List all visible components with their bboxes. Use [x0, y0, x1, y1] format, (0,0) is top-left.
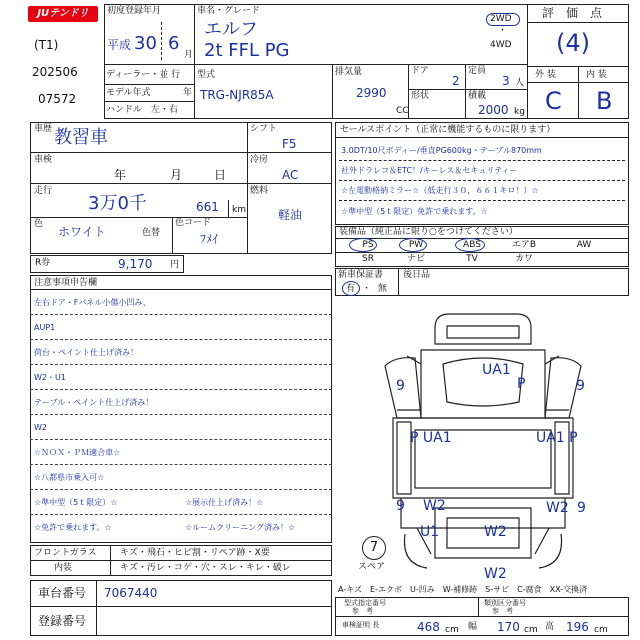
damage-mark: 9: [577, 500, 586, 516]
model-year-label: モデル年式: [106, 88, 151, 98]
length-unit: cm: [445, 625, 459, 635]
damage-mark: 9: [396, 378, 405, 394]
ticket-frame: [30, 255, 184, 273]
shape-label: 形状: [411, 91, 430, 101]
fuel: 軽油: [278, 208, 303, 222]
equip-pw: PW: [408, 240, 424, 250]
damage-mark: UA1: [482, 362, 511, 378]
equip-abs: ABS: [463, 240, 481, 250]
note-line: ☆ＮＯＸ・ＰＭ適合車☆: [34, 448, 121, 457]
registration-number-label: 登録番号: [38, 614, 87, 628]
displacement: 2990: [356, 86, 387, 100]
model-spec-label: 型式指定番号: [344, 599, 386, 607]
warranty-circle: [342, 281, 360, 296]
category-label: 類別区分番号: [484, 599, 526, 607]
note-extra: ☆展示仕上げ済み！☆: [185, 498, 264, 507]
reg-year-label: 初度登録年月: [107, 6, 162, 16]
sales-line: ☆左電動格納ミラー☆（低走行３０，６６１キロ！）☆: [341, 186, 539, 195]
reg-year: 30: [134, 33, 157, 54]
warranty-dot: ・: [362, 284, 372, 294]
sales-line: 3.0DT/10尺ボディー/垂直PG600kg・テーブル870mm: [341, 146, 542, 155]
equip-ps-circle: [349, 238, 377, 252]
score-label: 評 価 点: [542, 6, 603, 20]
damage-mark: W2: [546, 500, 569, 516]
damage-mark: P UA1: [410, 430, 452, 446]
note-line: 左右ドア・Fパネル小傷小凹み、: [34, 298, 151, 307]
frame-number-value: 7067440: [104, 586, 158, 600]
color-code-label: 色コード: [175, 218, 212, 228]
color-value: ホワイト: [58, 225, 106, 239]
ticket-unit: 円: [170, 260, 180, 270]
ref-label-2: 参 考: [492, 607, 513, 615]
lot-code: (T1): [34, 38, 59, 52]
inspection-day-unit: 日: [214, 168, 227, 182]
ac: AC: [282, 168, 299, 182]
note-line: テーブル・ペイント仕上げ済み！: [34, 398, 154, 407]
equipment-title: 装備品（純正品に限り○をつけてください）: [339, 227, 518, 237]
damage-mark: 9: [396, 498, 405, 514]
sales-line: 社外ドラレコ＆ETC！/キーレス＆セキュリティー: [341, 166, 518, 175]
equip-ps: PS: [362, 240, 374, 250]
equip-aw: AW: [576, 240, 592, 250]
handle-label: ハンドル 左・右: [106, 105, 179, 115]
interior-cond-label: 内装: [54, 563, 73, 573]
month-unit: 月: [184, 50, 194, 60]
interior-label: 内 装: [586, 70, 607, 80]
ref-label: 参 考: [352, 607, 373, 615]
warranty-label: 新車保証書: [338, 270, 384, 280]
equip-sr: SR: [362, 254, 374, 264]
note-line: ☆八都県市乗入可☆: [34, 473, 105, 482]
grade: 2t FFL PG: [204, 40, 290, 61]
note-line: AUP1: [34, 323, 56, 332]
ac-label: 冷房: [250, 155, 269, 165]
width-value: 170: [497, 620, 520, 634]
width-unit: cm: [524, 625, 538, 635]
cc-unit: CC: [396, 106, 409, 116]
height-label: 高: [545, 622, 555, 632]
lot-number: 07572: [38, 92, 77, 106]
drive-2wd: 2WD: [490, 14, 512, 24]
inspection-year-unit: 年: [114, 168, 127, 182]
interior-cond-value: キズ・汚レ・コゲ・穴・スレ・キレ・破レ: [120, 563, 291, 573]
equip-pw-circle: [399, 238, 427, 252]
note-line: W2: [34, 423, 47, 432]
warranty-yes: 有: [346, 284, 356, 294]
later-date-label: 後日品: [403, 270, 431, 280]
shift-label: シフト: [250, 124, 278, 134]
inspection-month-unit: 月: [170, 168, 183, 182]
note-extra: ☆ルームクリーニング済み！☆: [185, 523, 296, 532]
mileage-label: 走行: [34, 186, 53, 196]
door: 2: [452, 74, 460, 88]
era: 平成: [107, 38, 132, 52]
damage-mark: UA1 P: [536, 430, 578, 446]
exterior-label: 外 装: [535, 70, 556, 80]
width-label: 幅: [468, 622, 478, 632]
damage-mark: W2: [484, 524, 507, 540]
equip-leather: カワ: [514, 254, 533, 264]
interior-grade: B: [596, 87, 613, 115]
load: 2000: [478, 103, 509, 117]
sales-line: ☆準中型（5ｔ限定）免許で乗れます。☆: [341, 207, 488, 216]
exterior-grade: C: [545, 87, 562, 115]
damage-mark: W2: [423, 498, 446, 514]
front-glass-label: フロントガラス: [34, 548, 97, 558]
dealer-label: ディーラー・並 行: [106, 70, 181, 80]
capacity: 3: [502, 74, 510, 88]
color-code: ﾌﾒｲ: [200, 232, 219, 246]
km-unit: km: [232, 205, 246, 215]
kg-unit: kg: [514, 107, 525, 117]
equip-tv: TV: [466, 254, 478, 264]
door-label: ドア: [411, 66, 429, 76]
lot-date: 202506: [32, 65, 78, 79]
height-unit: cm: [594, 625, 608, 635]
car-name: エルフ: [204, 19, 258, 40]
color-swatch-label: 色替: [142, 228, 161, 238]
frame-number-label: 車台番号: [38, 586, 87, 600]
ticket-value: 9,170: [118, 257, 153, 271]
spare-tire-circle: 7: [362, 536, 386, 560]
front-glass-value: キズ・飛石・ヒビ割・リペア跡・X要: [120, 548, 270, 558]
equip-navi: ナビ: [406, 254, 425, 264]
model: TRG-NJR85A: [200, 88, 274, 102]
damage-legend: A-キズ E-エクボ U-凹み W-補修跡 S-サビ C-腐食 XX-交換済: [338, 585, 588, 594]
note-line: ☆準中型（5ｔ限定）☆: [34, 498, 118, 507]
score: (4): [556, 29, 590, 57]
model-year-unit: 年: [183, 88, 193, 98]
capacity-unit: 人: [515, 78, 525, 88]
reg-month: 6: [168, 33, 180, 54]
displacement-label: 排気量: [335, 67, 363, 77]
spare-label: スペア: [358, 562, 386, 572]
length-label: 車検証明 長: [342, 621, 380, 629]
sales-title: セールスポイント（正常に機能するものに限ります）: [340, 125, 556, 135]
damage-mark: P: [517, 376, 526, 392]
drive-dot: ・: [498, 26, 508, 36]
warranty-no: 無: [378, 284, 388, 294]
notes-body: [30, 289, 332, 543]
capacity-label: 定員: [468, 66, 487, 76]
mileage-sub: 661: [196, 200, 219, 214]
shift: F5: [282, 137, 297, 151]
notes-title: 注意事項申告欄: [34, 278, 98, 288]
equip-airbag: エアB: [511, 240, 537, 250]
note-line: W2・U1: [34, 373, 66, 382]
auction-logo: JUテンドリ: [28, 6, 98, 22]
color-label: 色: [34, 219, 44, 229]
load-label: 積載: [468, 91, 487, 101]
fuel-label: 燃料: [250, 186, 269, 196]
body-value: 教習車: [54, 127, 108, 148]
car-name-label: 車名・グレード: [197, 6, 261, 16]
ticket-label: R券: [35, 258, 51, 268]
mileage-main: 3万0千: [88, 193, 147, 214]
inspection-label: 車検: [34, 155, 53, 165]
damage-mark: 9: [576, 378, 585, 394]
length-value: 468: [417, 620, 440, 634]
model-label: 型式: [197, 70, 216, 80]
note-line: 荷台・ペイント仕上げ済み！: [34, 348, 138, 357]
height-value: 196: [566, 620, 589, 634]
body-label: 車歴: [34, 124, 53, 134]
note-line: ☆免許で乗れます。☆: [34, 523, 112, 532]
damage-mark: U1: [420, 524, 440, 540]
drive-4wd: 4WD: [490, 40, 512, 50]
equip-abs-circle: [455, 238, 485, 252]
damage-mark: W2: [484, 566, 507, 582]
